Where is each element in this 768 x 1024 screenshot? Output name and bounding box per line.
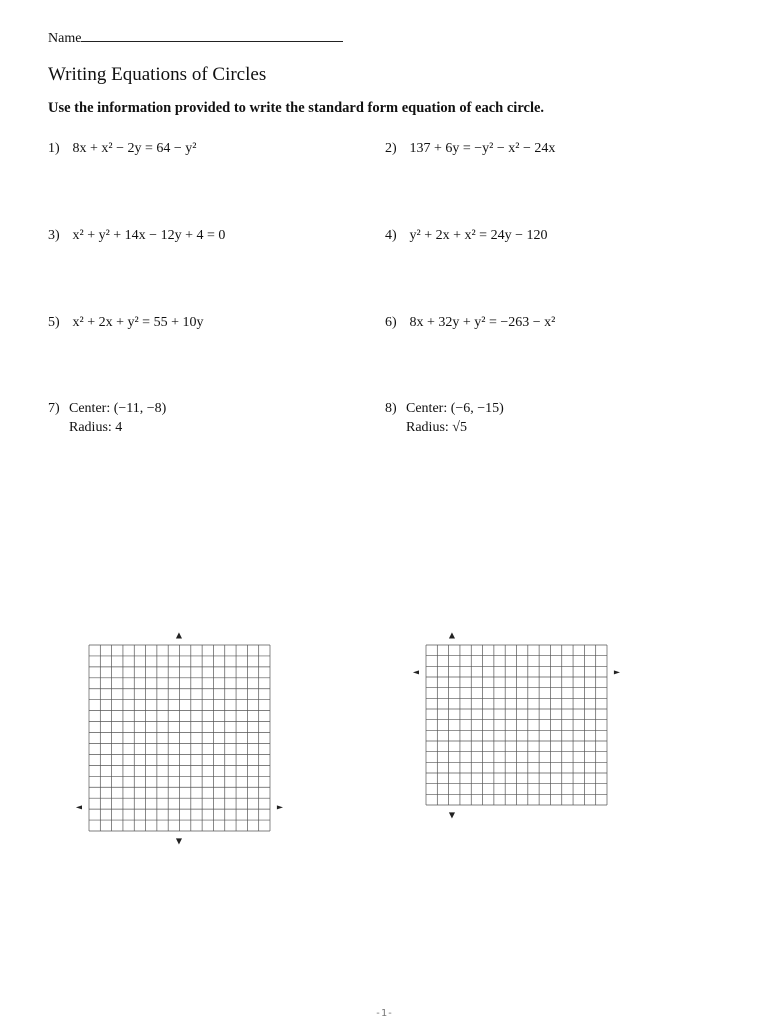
problem-center: Center: (−11, −8) [69, 401, 167, 416]
problem-equation: 137 + 6y = −y² − x² − 24x [409, 141, 556, 156]
name-field[interactable] [48, 29, 343, 47]
problem-number: 5) [48, 315, 60, 330]
problem-5 [48, 313, 203, 332]
worksheet-title: Writing Equations of Circles [48, 64, 267, 85]
coordinate-grid-8[interactable] [407, 625, 632, 825]
problem-equation: x² + y² + 14x − 12y + 4 = 0 [72, 228, 226, 243]
problem-equation: y² + 2x + x² = 24y − 120 [409, 228, 548, 243]
arrow-down-icon: ▼ [175, 836, 183, 846]
problem-3 [48, 226, 225, 245]
arrow-left-icon: ◄ [412, 667, 420, 677]
problem-number: 8) [385, 401, 397, 416]
problem-center: Center: (−6, −15) [406, 401, 504, 416]
problem-equation: 8x + 32y + y² = −263 − x² [409, 315, 556, 330]
problem-8 [385, 399, 504, 437]
arrow-right-icon: ► [613, 667, 621, 677]
instructions: Use the information provided to write the standard form equation of each circle. [48, 100, 545, 116]
arrow-up-icon: ▲ [175, 630, 183, 640]
page-number: -1- [374, 1008, 394, 1019]
problem-radius: Radius: 4 [69, 420, 123, 435]
problem-4 [385, 226, 547, 245]
problem-radius: Radius: √5 [406, 420, 467, 435]
coordinate-grid-7[interactable] [70, 625, 295, 850]
name-blank-line[interactable] [81, 29, 343, 42]
problem-6 [385, 313, 555, 332]
problem-number: 3) [48, 228, 60, 243]
problem-number: 6) [385, 315, 397, 330]
problem-number: 4) [385, 228, 397, 243]
problem-7 [48, 399, 166, 437]
arrow-left-icon: ◄ [75, 802, 83, 812]
problem-number: 1) [48, 141, 60, 156]
name-label: Name [48, 31, 82, 46]
problem-equation: 8x + x² − 2y = 64 − y² [72, 141, 197, 156]
problem-number: 7) [48, 401, 60, 416]
problem-equation: x² + 2x + y² = 55 + 10y [72, 315, 204, 330]
arrow-down-icon: ▼ [448, 810, 456, 820]
problem-1 [48, 139, 196, 158]
problem-2 [385, 139, 555, 158]
arrow-right-icon: ► [276, 802, 284, 812]
problem-number: 2) [385, 141, 397, 156]
arrow-up-icon: ▲ [448, 630, 456, 640]
